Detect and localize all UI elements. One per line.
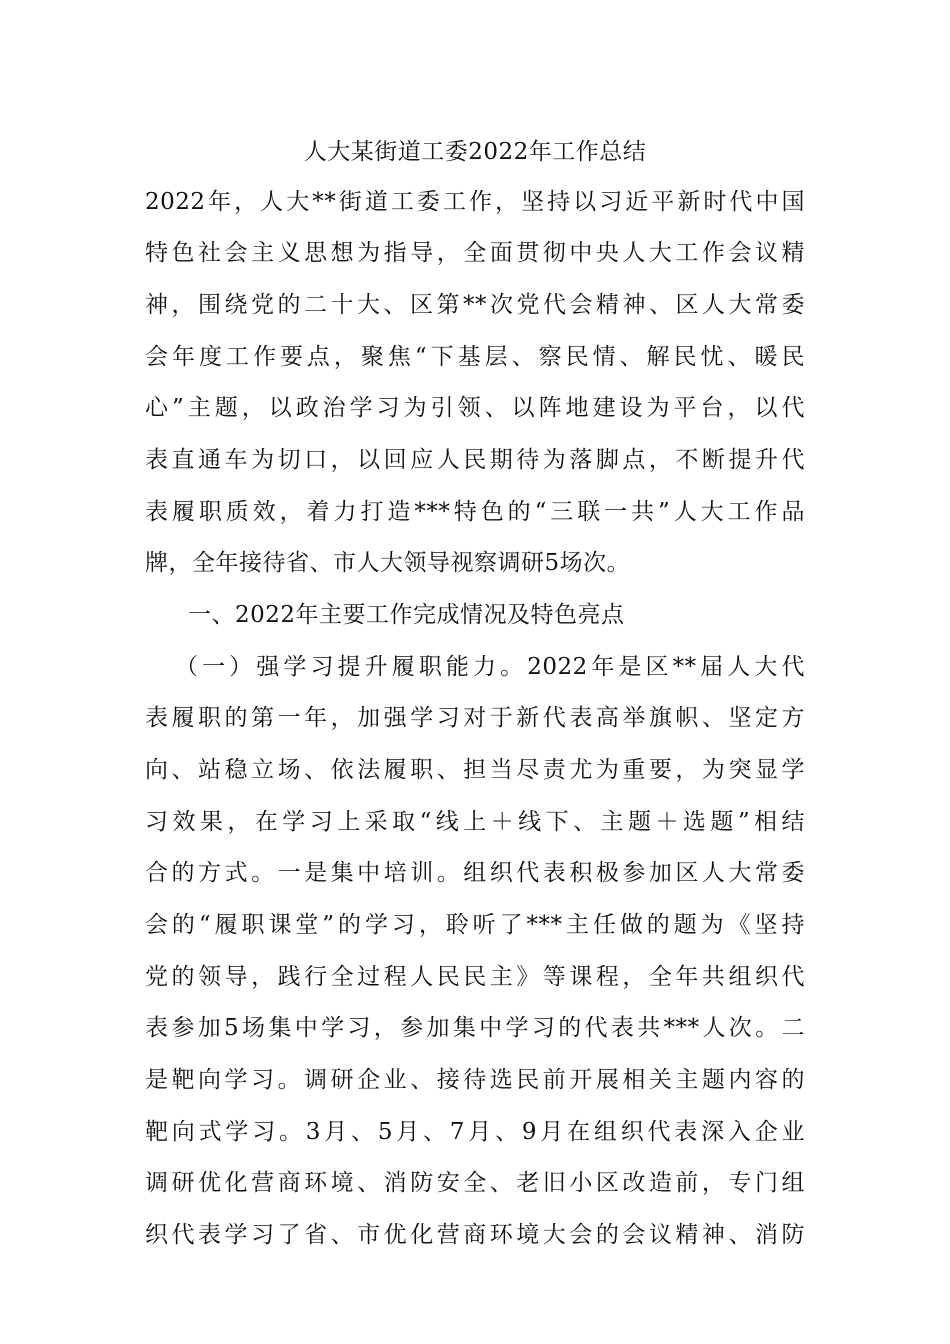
- paragraph-2-line-1: （一）强学习提升履职能力。2022年是区**届人大代: [175, 654, 805, 680]
- paragraph-2-line-9: 是靶向学习。调研企业、接待选民前开展相关主题内容的: [145, 1067, 805, 1093]
- paragraph-2-line-3: 向、站稳立场、依法履职、担当尽责尤为重要，为突显学: [145, 757, 805, 783]
- paragraph-2-line-6: 会的“履职课堂”的学习，聆听了***主任做的题为《坚持: [145, 912, 805, 938]
- paragraph-2-line-2: 表履职的第一年，加强学习对于新代表高举旗帜、坚定方: [145, 705, 805, 731]
- paragraph-2-line-4: 习效果，在学习上采取“线上＋线下、主题＋选题”相结: [145, 809, 805, 835]
- paragraph-1-line-1: 2022年，人大**街道工委工作，坚持以习近平新时代中国: [145, 189, 805, 215]
- paragraph-2-line-5: 合的方式。一是集中培训。组织代表积极参加区人大常委: [145, 860, 805, 886]
- paragraph-2-line-8: 表参加5场集中学习，参加集中学习的代表共***人次。二: [145, 1015, 805, 1041]
- paragraph-1-line-2: 特色社会主义思想为指导，全面贯彻中央人大工作会议精: [145, 240, 805, 266]
- paragraph-1-line-5: 心”主题，以政治学习为引领、以阵地建设为平台，以代: [145, 395, 805, 421]
- paragraph-1-line-8: 牌，全年接待省、市人大领导视察调研5场次。: [145, 550, 631, 576]
- section-heading-1: 一、2022年主要工作完成情况及特色亮点: [188, 602, 625, 628]
- document-title: 人大某街道工委2022年工作总结: [303, 139, 647, 165]
- paragraph-1-line-6: 表直通车为切口，以回应人民期待为落脚点，不断提升代: [145, 447, 805, 473]
- paragraph-2-line-10: 靶向式学习。3月、5月、7月、9月在组织代表深入企业: [145, 1119, 805, 1145]
- paragraph-1-line-7: 表履职质效，着力打造***特色的“三联一共”人大工作品: [145, 499, 805, 525]
- paragraph-2-line-12: 织代表学习了省、市优化营商环境大会的会议精神、消防: [145, 1222, 805, 1248]
- paragraph-2-line-11: 调研优化营商环境、消防安全、老旧小区改造前，专门组: [145, 1170, 805, 1196]
- paragraph-2-line-7: 党的领导，践行全过程人民民主》等课程，全年共组织代: [145, 964, 805, 990]
- paragraph-1-line-4: 会年度工作要点，聚焦“下基层、察民情、解民忧、暖民: [145, 344, 805, 370]
- paragraph-1-line-3: 神，围绕党的二十大、区第**次党代会精神、区人大常委: [145, 292, 805, 318]
